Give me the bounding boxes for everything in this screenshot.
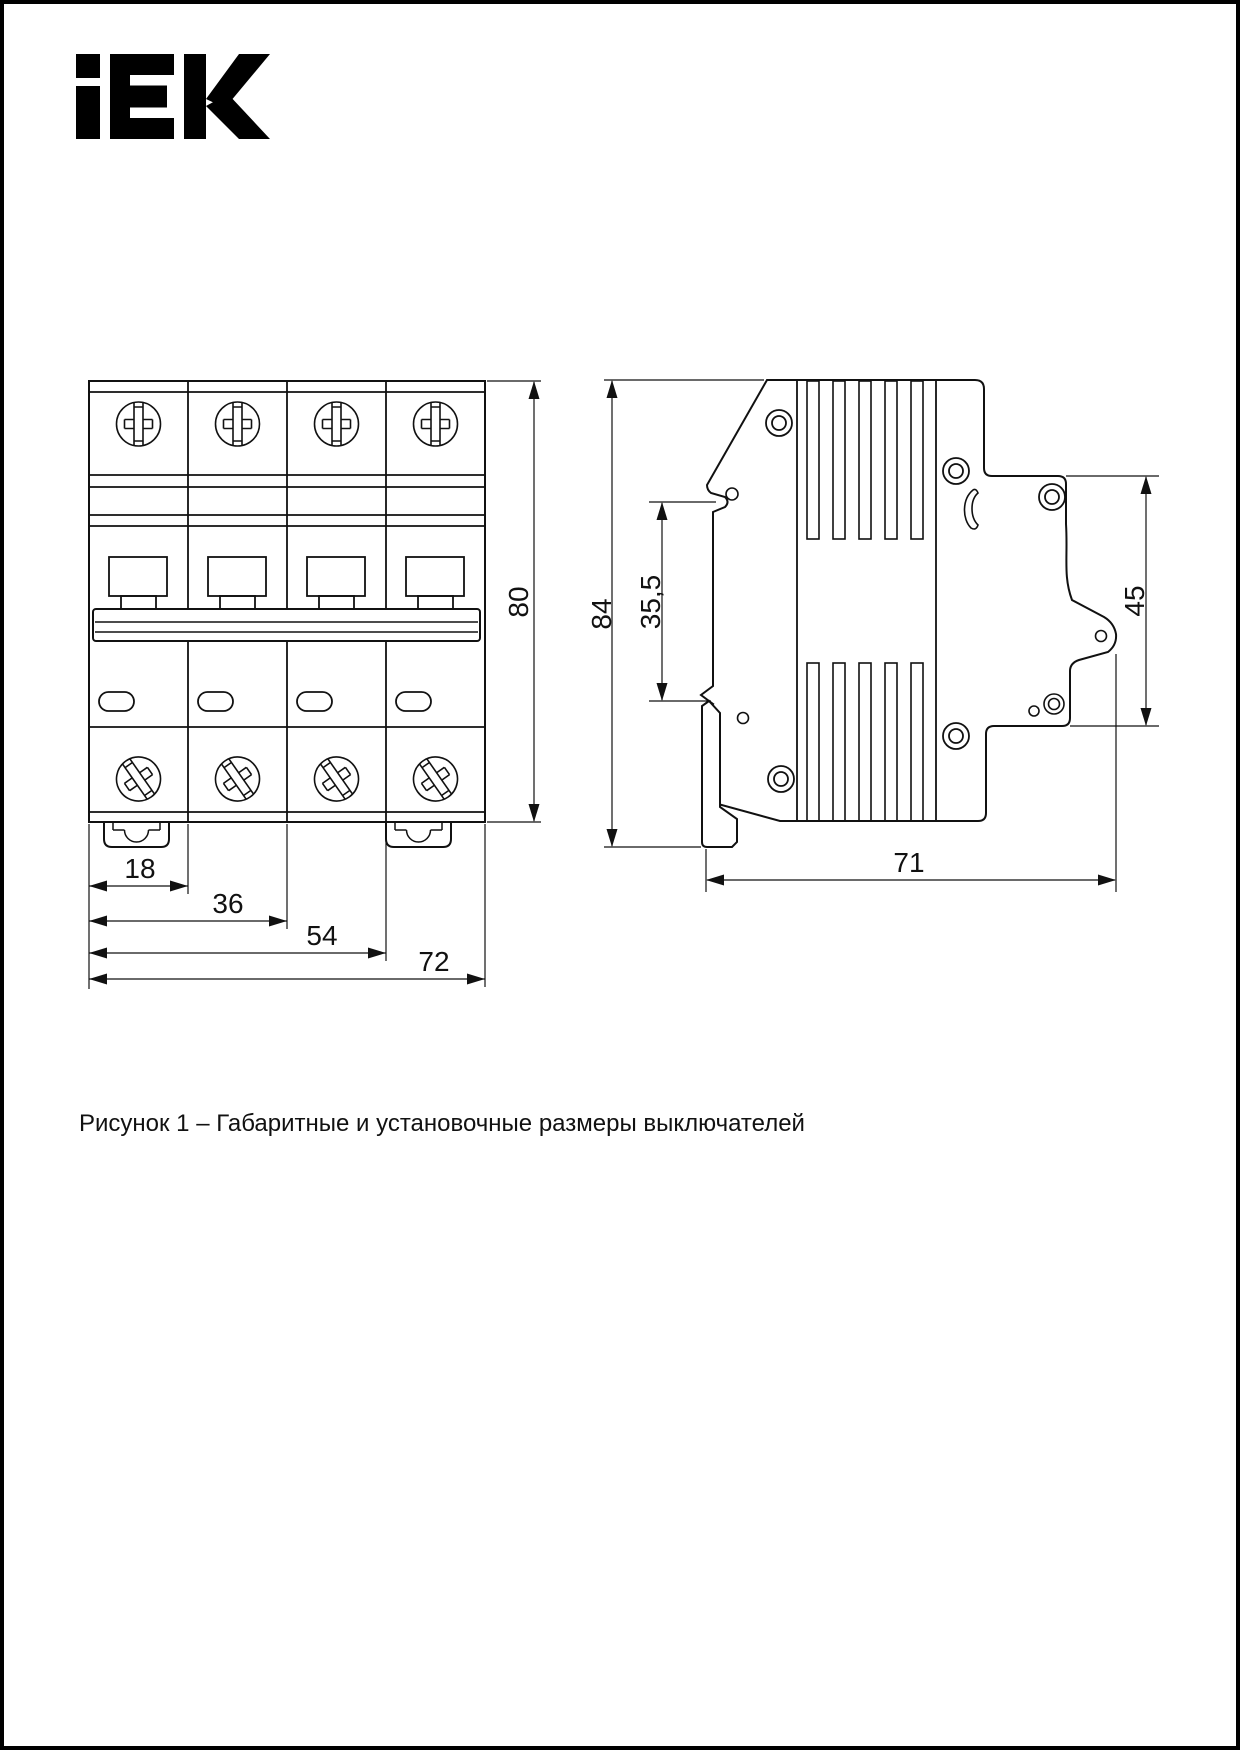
dim-label-72: 72 — [418, 946, 450, 977]
front-view-drawing — [89, 381, 485, 847]
dim-label-80: 80 — [502, 586, 534, 618]
dim-label-54: 54 — [306, 920, 338, 951]
handle-tie-bar — [93, 609, 480, 641]
dim-label-35-5: 35,5 — [634, 574, 666, 630]
dim-label-84: 84 — [585, 598, 617, 630]
dim-label-71: 71 — [893, 847, 925, 878]
figure-caption: Рисунок 1 – Габаритные и установочные размеры выключателей — [79, 1110, 805, 1137]
breaker-side-body — [701, 380, 1116, 821]
side-view-drawing — [701, 380, 1116, 847]
dim-label-45: 45 — [1118, 585, 1150, 617]
dimension-54 — [89, 920, 386, 959]
dimension-18 — [89, 853, 188, 892]
dimension-drawing — [4, 4, 1240, 1750]
dim-label-36: 36 — [212, 888, 244, 919]
dimension-72 — [89, 946, 485, 985]
dimension-80 — [487, 381, 541, 822]
din-clip-front-right — [386, 822, 451, 847]
din-clip-front-left — [104, 822, 169, 847]
dim-label-18: 18 — [124, 853, 156, 884]
dimension-35-5 — [635, 502, 716, 701]
dimension-45 — [1066, 476, 1159, 726]
